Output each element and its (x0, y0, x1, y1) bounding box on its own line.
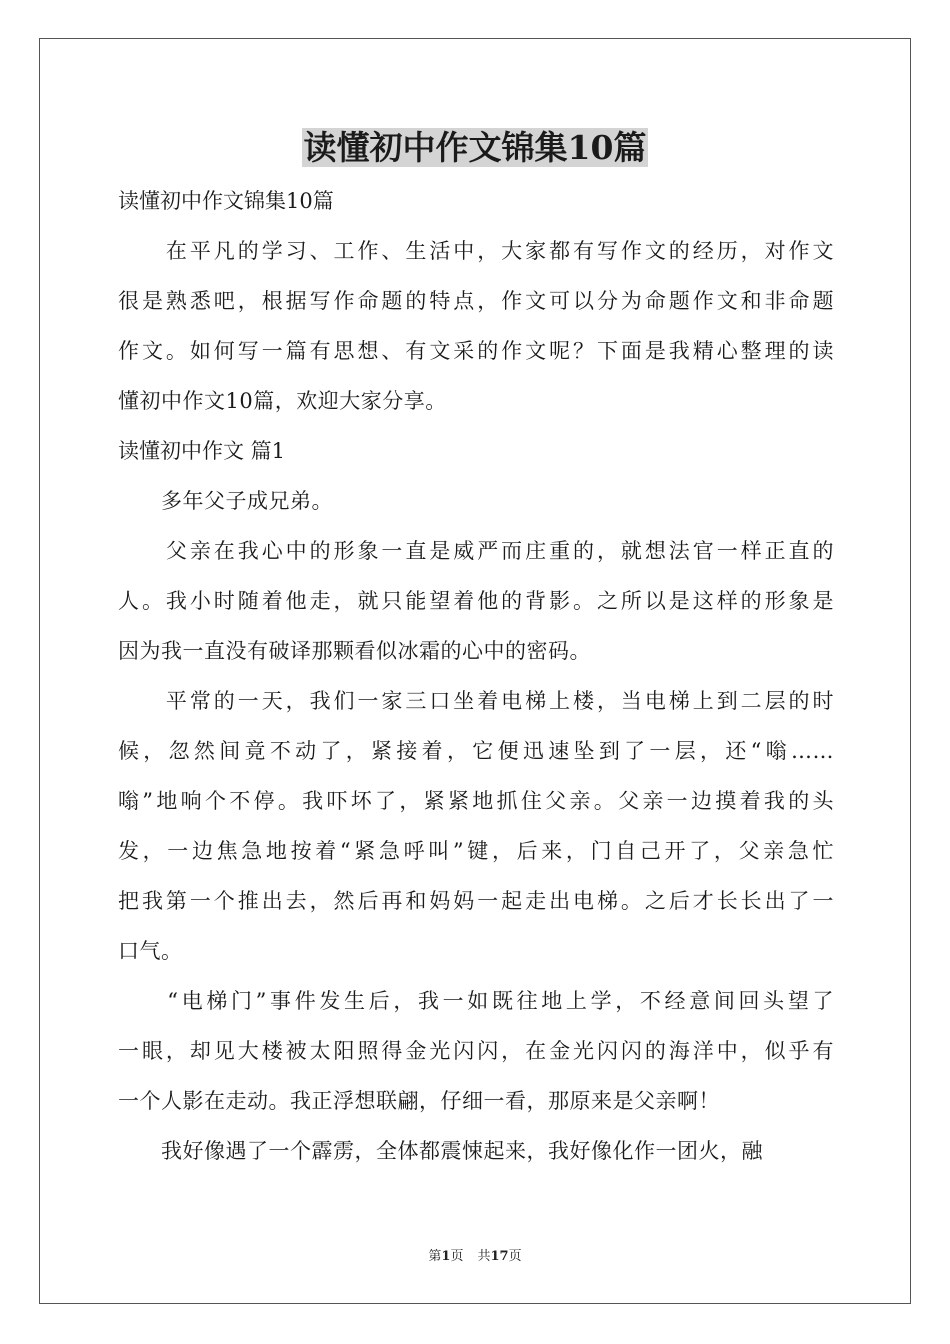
paragraph-line: 很是熟悉吧，根据写作命题的特点，作文可以分为命题作文和非命题 (118, 289, 834, 313)
document-title (0, 124, 950, 172)
section-heading: 读懂初中作文 篇1 (118, 439, 286, 463)
footer-total-prefix: 共 (477, 1249, 491, 1264)
paragraph-line: 懂初中作文10篇，欢迎大家分享。 (118, 389, 447, 413)
paragraph (118, 526, 834, 676)
paragraph-line: 口气。 (118, 939, 183, 963)
footer-prefix: 第 (428, 1249, 442, 1264)
footer-page-number: 1 (441, 1249, 451, 1264)
paragraph-line: 一眼，却见大楼被太阳照得金光闪闪，在金光闪闪的海洋中，似乎有 (118, 1039, 834, 1063)
paragraph (118, 1126, 834, 1176)
paragraph-line: 嗡”地响个不停。我吓坏了，紧紧地抓住父亲。父亲一边摸着我的头 (118, 789, 834, 813)
paragraph-line: 平常的一天，我们一家三口坐着电梯上楼，当电梯上到二层的时 (118, 689, 834, 713)
footer-total-pages: 17 (490, 1249, 509, 1264)
paragraph (118, 226, 834, 426)
paragraph-line: 作文。如何写一篇有思想、有文采的作文呢？下面是我精心整理的读 (118, 339, 834, 363)
paragraph-line: 因为我一直没有破译那颗看似冰霜的心中的密码。 (118, 639, 591, 663)
paragraph-line: 多年父子成兄弟。 (118, 489, 333, 513)
paragraph-line: “电梯门”事件发生后，我一如既往地上学，不经意间回头望了 (118, 989, 834, 1013)
paragraph-line: 我好像遇了一个霹雳，全体都震悚起来，我好像化作一团火，融 (118, 1139, 763, 1163)
paragraph-line: 发，一边焦急地按着“紧急呼叫”键，后来，门自己开了，父亲急忙 (118, 839, 834, 863)
paragraph-line: 一个人影在走动。我正浮想联翩，仔细一看，那原来是父亲啊！ (118, 1089, 720, 1113)
page-footer (0, 1247, 950, 1267)
paragraph-line: 候，忽然间竟不动了，紧接着，它便迅速坠到了一层，还“嗡…… (118, 739, 834, 763)
paragraph (118, 476, 834, 526)
document-title-text: 读懂初中作文锦集10篇 (303, 128, 647, 167)
section-heading: 读懂初中作文锦集10篇 (118, 189, 334, 213)
footer-page-suffix: 页 (450, 1249, 464, 1264)
paragraph-line: 人。我小时随着他走，就只能望着他的背影。之所以是这样的形象是 (118, 589, 834, 613)
paragraph (118, 976, 834, 1126)
paragraph-line: 把我第一个推出去，然后再和妈妈一起走出电梯。之后才长长出了一 (118, 889, 834, 913)
paragraph (118, 676, 834, 976)
paragraph-line: 在平凡的学习、工作、生活中，大家都有写作文的经历，对作文 (118, 239, 834, 263)
document-body (118, 176, 834, 1176)
paragraph-line: 父亲在我心中的形象一直是威严而庄重的，就想法官一样正直的 (118, 539, 834, 563)
footer-total-suffix: 页 (508, 1249, 522, 1264)
